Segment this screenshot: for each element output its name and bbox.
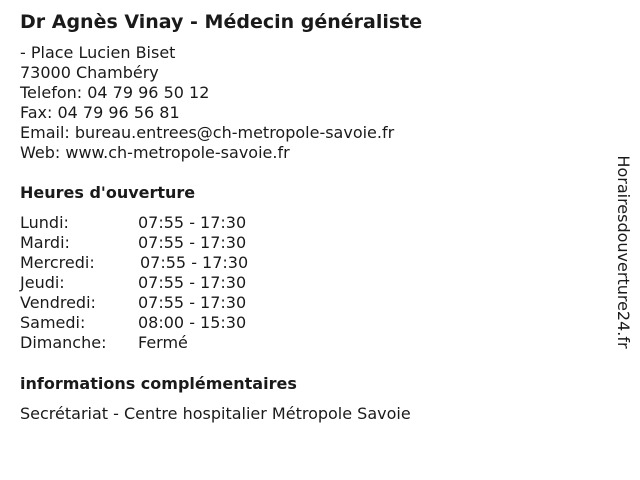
hours-time: Fermé xyxy=(138,333,188,352)
address-city: 73000 Chambéry xyxy=(20,63,159,82)
hours-day: Dimanche: xyxy=(20,333,107,352)
hours-time: 07:55 - 17:30 xyxy=(140,253,249,272)
hours-time: 07:55 - 17:30 xyxy=(138,293,247,312)
hours-time: 08:00 - 15:30 xyxy=(138,313,247,332)
additional-info-heading: informations complémentaires xyxy=(20,374,297,393)
email-address: Email: bureau.entrees@ch-metropole-savoie.fr xyxy=(20,123,395,142)
site-watermark: Horairesdouverture24.fr xyxy=(614,155,633,349)
opening-hours-heading: Heures d'ouverture xyxy=(20,183,196,202)
hours-day: Mercredi: xyxy=(20,253,95,272)
website: Web: www.ch-metropole-savoie.fr xyxy=(20,143,290,162)
phone-number: Telefon: 04 79 96 50 12 xyxy=(20,83,210,102)
hours-day: Lundi: xyxy=(20,213,69,232)
hours-day: Samedi: xyxy=(20,313,86,332)
hours-time: 07:55 - 17:30 xyxy=(138,273,247,292)
hours-time: 07:55 - 17:30 xyxy=(138,213,247,232)
hours-day: Jeudi: xyxy=(20,273,65,292)
hours-time: 07:55 - 17:30 xyxy=(138,233,247,252)
address-street: - Place Lucien Biset xyxy=(20,43,176,62)
fax-number: Fax: 04 79 96 56 81 xyxy=(20,103,180,122)
hours-day: Mardi: xyxy=(20,233,70,252)
additional-info-text: Secrétariat - Centre hospitalier Métropole Savoie xyxy=(20,404,411,423)
page-title: Dr Agnès Vinay - Médecin généraliste xyxy=(20,11,423,33)
hours-day: Vendredi: xyxy=(20,293,96,312)
contact-block xyxy=(20,43,394,163)
